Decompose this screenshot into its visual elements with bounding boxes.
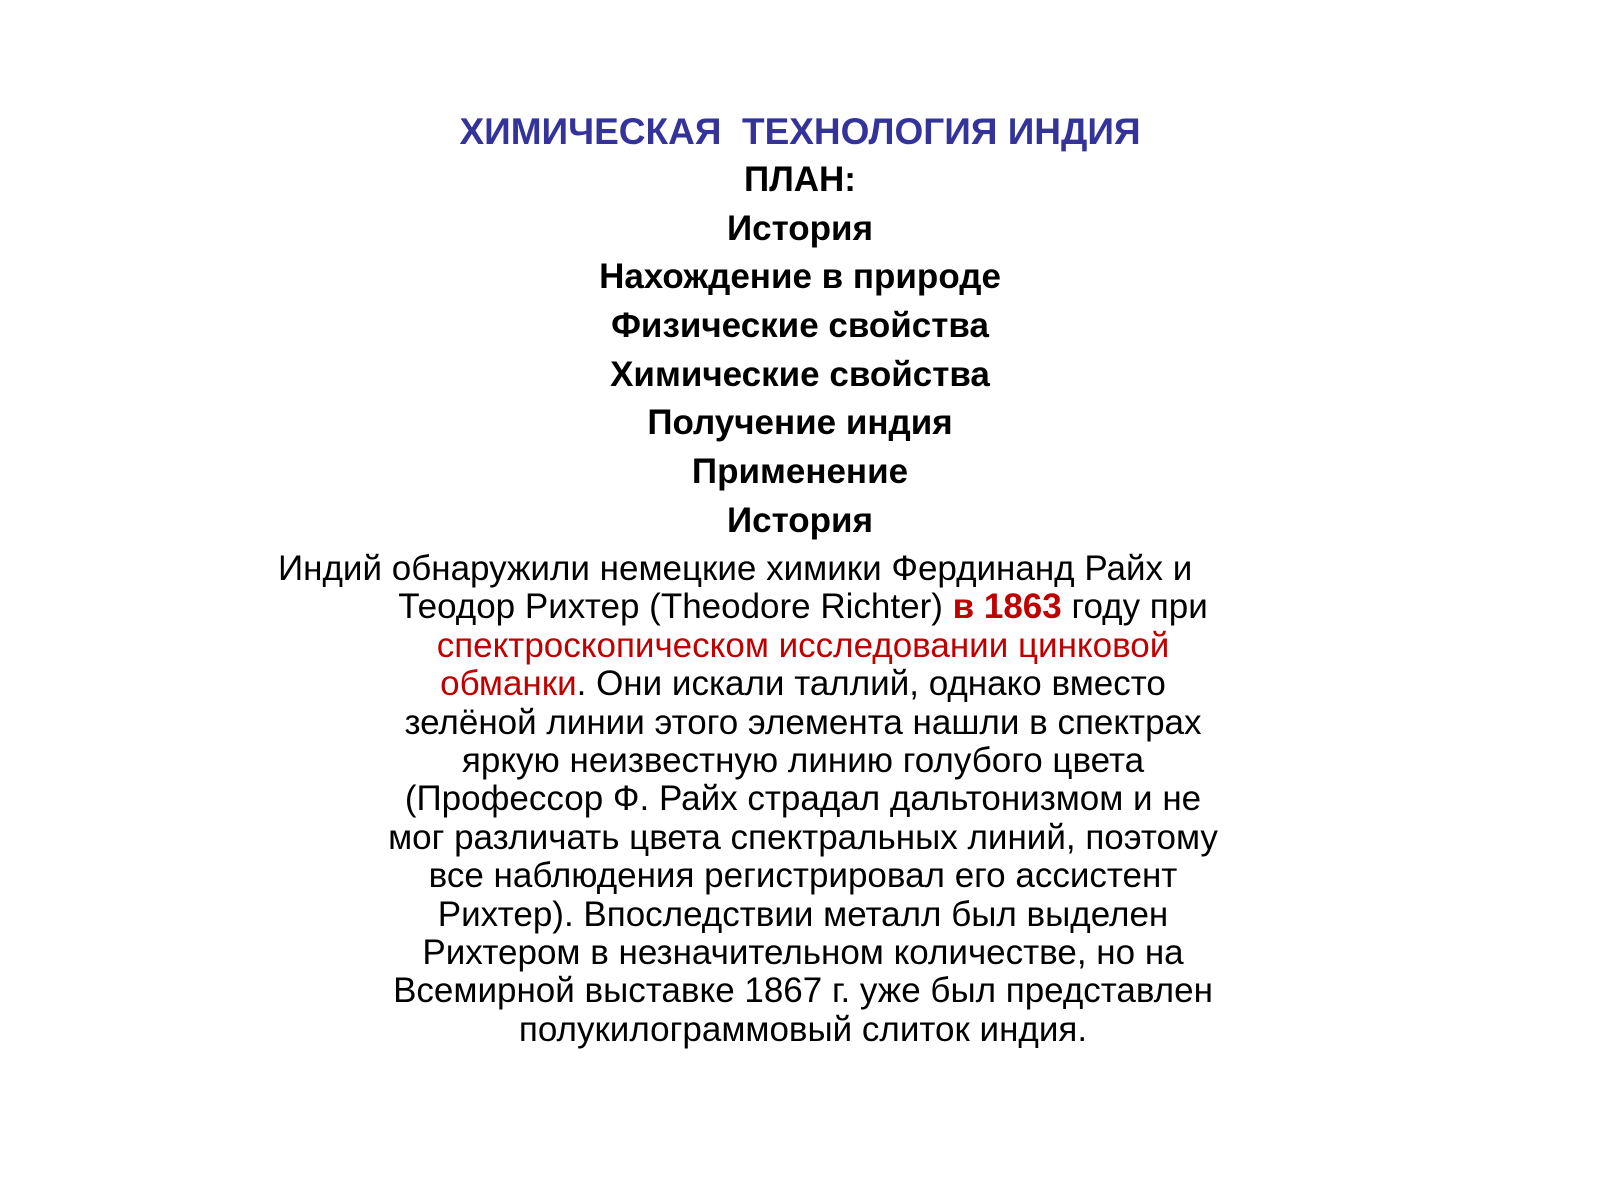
slide-title: ХИМИЧЕСКАЯ ТЕХНОЛОГИЯ ИНДИЯ <box>459 111 1141 152</box>
plan-item-chemical-properties: Химические свойства <box>610 354 990 394</box>
paragraph-line: полукилограммовый слиток индия. <box>518 1009 1088 1049</box>
paragraph-line: все наблюдения регистрировал его ассистент <box>428 856 1178 896</box>
plan-item-applications: Применение <box>691 452 909 492</box>
paragraph-line: Рихтером в незначительном количестве, но на <box>422 933 1184 973</box>
paragraph-line <box>278 665 1328 703</box>
paragraph-line: (Профессор Ф. Райх страдал дальтонизмом и не <box>404 779 1202 819</box>
plan-heading: ПЛАН: <box>744 160 856 199</box>
paragraph-line: зелёной линии этого элемента нашли в спектрах <box>404 702 1202 742</box>
plan-item-production: Получение индия <box>647 403 953 443</box>
paragraph-text: . Они искали таллий, однако вместо <box>576 664 1166 704</box>
paragraph-line: Рихтер). Впоследствии металл был выделен <box>437 894 1169 934</box>
paragraph-line: Всемирной выставке 1867 г. уже был представлен <box>393 971 1213 1011</box>
section-heading: История <box>727 500 873 540</box>
paragraph-text: Теодор Рихтер (Theodore Richter) <box>398 587 953 627</box>
discovery-year-highlight: в 1863 <box>952 587 1062 627</box>
paragraph-line: Индий обнаружили немецкие химики Фердинанд Райх и <box>278 549 1193 588</box>
plan-item-history: История <box>727 208 873 248</box>
paragraph-line <box>278 588 1328 626</box>
plan-item-physical-properties: Физические свойства <box>611 306 989 346</box>
paragraph-line: яркую неизвестную линию голубого цвета <box>461 741 1145 781</box>
spectroscopy-highlight: спектроскопическом исследовании цинковой <box>436 625 1170 665</box>
history-paragraph <box>278 550 1328 1049</box>
zinc-blende-highlight: обманки <box>440 664 577 704</box>
plan-list <box>0 156 1600 546</box>
plan-item-occurrence: Нахождение в природе <box>599 257 1001 297</box>
paragraph-line: мог различать цвета спектральных линий, поэтому <box>388 817 1218 857</box>
paragraph-text: году при <box>1061 587 1208 627</box>
